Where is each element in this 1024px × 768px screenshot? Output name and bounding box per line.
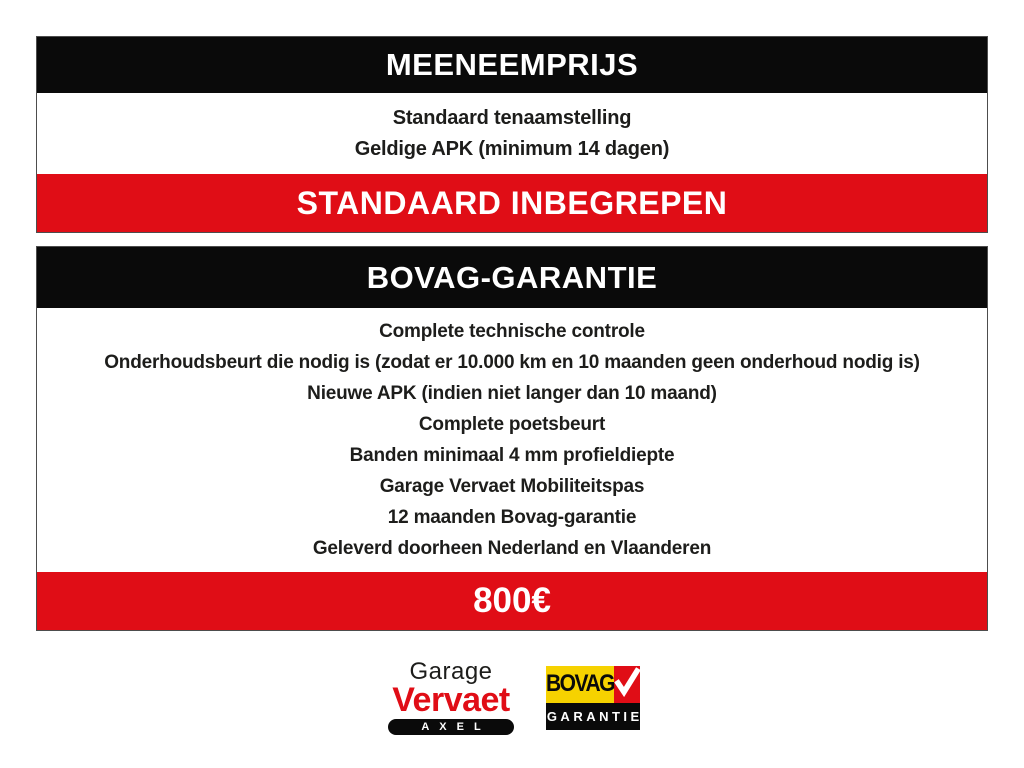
meeneemprijs-card bbox=[36, 36, 988, 233]
bovag-garantie-wordmark: GARANTIE bbox=[546, 708, 643, 724]
checkmark-icon bbox=[614, 667, 640, 702]
bovag-item: Complete poetsbeurt bbox=[418, 414, 606, 435]
meeneemprijs-item: Geldige APK (minimum 14 dagen) bbox=[354, 137, 670, 160]
axel-badge: AXEL bbox=[388, 719, 514, 735]
meeneemprijs-body bbox=[37, 93, 987, 174]
ribbon-label: STANDAARD INBEGREPEN bbox=[296, 184, 728, 221]
garage-vervaet-logo bbox=[384, 660, 518, 735]
bovag-item: Nieuwe APK (indien niet langer dan 10 maand) bbox=[307, 383, 717, 404]
bovag-item: Garage Vervaet Mobiliteitspas bbox=[379, 476, 645, 497]
standaard-inbegrepen-ribbon bbox=[37, 174, 987, 232]
bovag-logo-bottom bbox=[546, 703, 643, 730]
bovag-item: Complete technische controle bbox=[379, 321, 645, 342]
bovag-item: Onderhoudsbeurt die nodig is (zodat er 10.000 km en 10 maanden geen onderhoud nodig is) bbox=[104, 352, 920, 373]
bovag-garantie-logo bbox=[546, 666, 643, 730]
bovag-item: Geleverd doorheen Nederland en Vlaanderen bbox=[312, 538, 712, 559]
bovag-logo-yellow-panel bbox=[546, 666, 614, 703]
bovag-garantie-card bbox=[36, 246, 988, 631]
bovag-garantie-header bbox=[37, 247, 987, 308]
bovag-logo-wordmark: BOVAG bbox=[546, 670, 614, 697]
bovag-logo-top bbox=[546, 666, 640, 703]
price-ribbon bbox=[37, 572, 987, 630]
bovag-logo-red-panel bbox=[614, 666, 640, 703]
garage-vervaet-logo-line2: Vervaet bbox=[392, 681, 510, 719]
garage-vervaet-logo-line1: Garage bbox=[409, 658, 493, 685]
bovag-garantie-title: BOVAG-GARANTIE bbox=[366, 259, 658, 295]
meeneemprijs-title: MEENEEMPRIJS bbox=[385, 47, 639, 82]
meeneemprijs-item: Standaard tenaamstelling bbox=[392, 106, 632, 129]
meeneemprijs-header bbox=[37, 37, 987, 93]
price-value: 800€ bbox=[473, 581, 551, 620]
bovag-item: 12 maanden Bovag-garantie bbox=[387, 507, 637, 528]
footer-logos bbox=[0, 660, 1024, 735]
bovag-garantie-body bbox=[37, 308, 987, 572]
bovag-item: Banden minimaal 4 mm profieldiepte bbox=[349, 445, 675, 466]
